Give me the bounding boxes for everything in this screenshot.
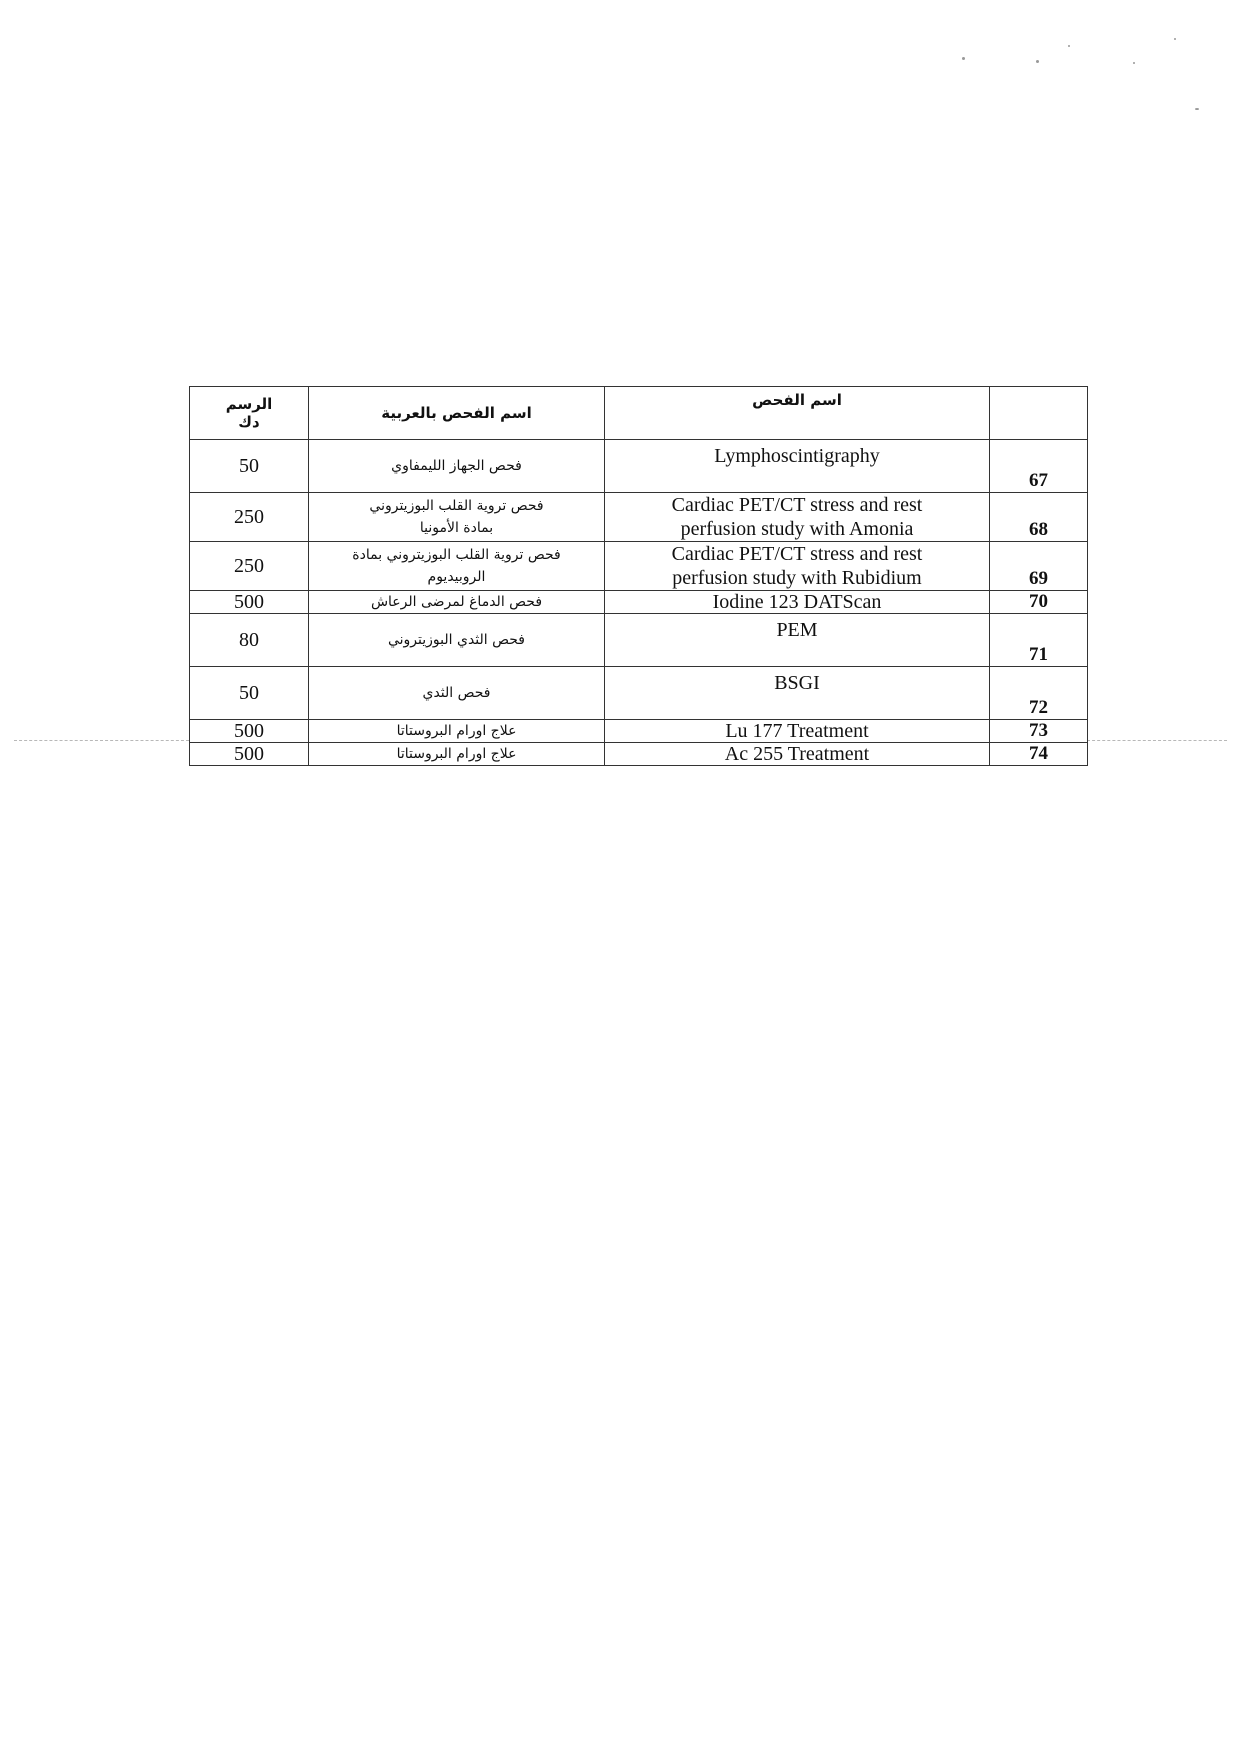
number-cell: 70	[990, 591, 1088, 614]
arabic-name-line1: فحص الجهاز الليمفاوي	[391, 458, 522, 474]
english-name-cell: BSGI	[605, 667, 990, 720]
english-name-cell: Lu 177 Treatment	[605, 720, 990, 743]
english-name-cell	[605, 493, 990, 542]
header-number	[990, 387, 1088, 440]
number-cell: 71	[990, 614, 1088, 667]
number-cell: 73	[990, 720, 1088, 743]
header-english-name: اسم الفحص	[605, 387, 990, 440]
table-row	[190, 667, 1088, 720]
header-arabic-name: اسم الفحص بالعربية	[309, 387, 605, 440]
header-fee-line1: الرسم	[225, 395, 273, 413]
arabic-name-cell	[309, 542, 605, 591]
table-row	[190, 743, 1088, 766]
english-name-cell	[605, 542, 990, 591]
table-row	[190, 720, 1088, 743]
table-row	[190, 493, 1088, 542]
fee-cell: 250	[190, 542, 309, 591]
arabic-name-cell	[309, 440, 605, 493]
english-name-cell: Ac 255 Treatment	[605, 743, 990, 766]
english-name-line1: Cardiac PET/CT stress and rest	[671, 543, 923, 565]
english-name-cell	[605, 440, 990, 493]
fee-cell: 250	[190, 493, 309, 542]
arabic-name-line2: بمادة الأمونيا	[419, 520, 494, 536]
arabic-name-cell: فحص الثدي البوزيتروني	[309, 614, 605, 667]
table-row	[190, 542, 1088, 591]
fee-cell: 50	[190, 440, 309, 493]
fee-cell: 500	[190, 591, 309, 614]
number-cell: 74	[990, 743, 1088, 766]
arabic-name-cell: علاج اورام البروستاتا	[309, 743, 605, 766]
number-cell: 67	[990, 440, 1088, 493]
scan-artifact-line-right	[1087, 740, 1227, 741]
arabic-name-line2: الروبيديوم	[427, 569, 486, 585]
english-name-line2: perfusion study with Amonia	[680, 518, 914, 540]
arabic-name-line1: فحص تروية القلب البوزيتروني	[369, 498, 544, 514]
english-name-line1: Cardiac PET/CT stress and rest	[671, 494, 923, 516]
fee-cell: 500	[190, 743, 309, 766]
english-name-line2: perfusion study with Rubidium	[672, 567, 922, 589]
header-fee	[190, 387, 309, 440]
arabic-name-cell: علاج اورام البروستاتا	[309, 720, 605, 743]
english-name-cell: PEM	[605, 614, 990, 667]
table-row	[190, 440, 1088, 493]
scan-artifact-line-left	[14, 740, 189, 741]
number-cell: 68	[990, 493, 1088, 542]
arabic-name-line1: فحص تروية القلب البوزيتروني بمادة	[352, 547, 561, 563]
header-fee-line2: دك	[238, 413, 260, 431]
number-cell: 69	[990, 542, 1088, 591]
number-cell: 72	[990, 667, 1088, 720]
arabic-name-cell	[309, 493, 605, 542]
fee-cell: 500	[190, 720, 309, 743]
table-header-row	[190, 387, 1088, 440]
arabic-name-cell: فحص الدماغ لمرضى الرعاش	[309, 591, 605, 614]
arabic-name-cell: فحص الثدي	[309, 667, 605, 720]
table-row	[190, 591, 1088, 614]
english-name-cell: Iodine 123 DATScan	[605, 591, 990, 614]
fee-cell: 80	[190, 614, 309, 667]
table-row	[190, 614, 1088, 667]
english-name-line1: Lymphoscintigraphy	[714, 445, 880, 467]
exam-fees-table	[189, 386, 1088, 766]
scan-specks	[0, 0, 1242, 140]
fee-cell: 50	[190, 667, 309, 720]
